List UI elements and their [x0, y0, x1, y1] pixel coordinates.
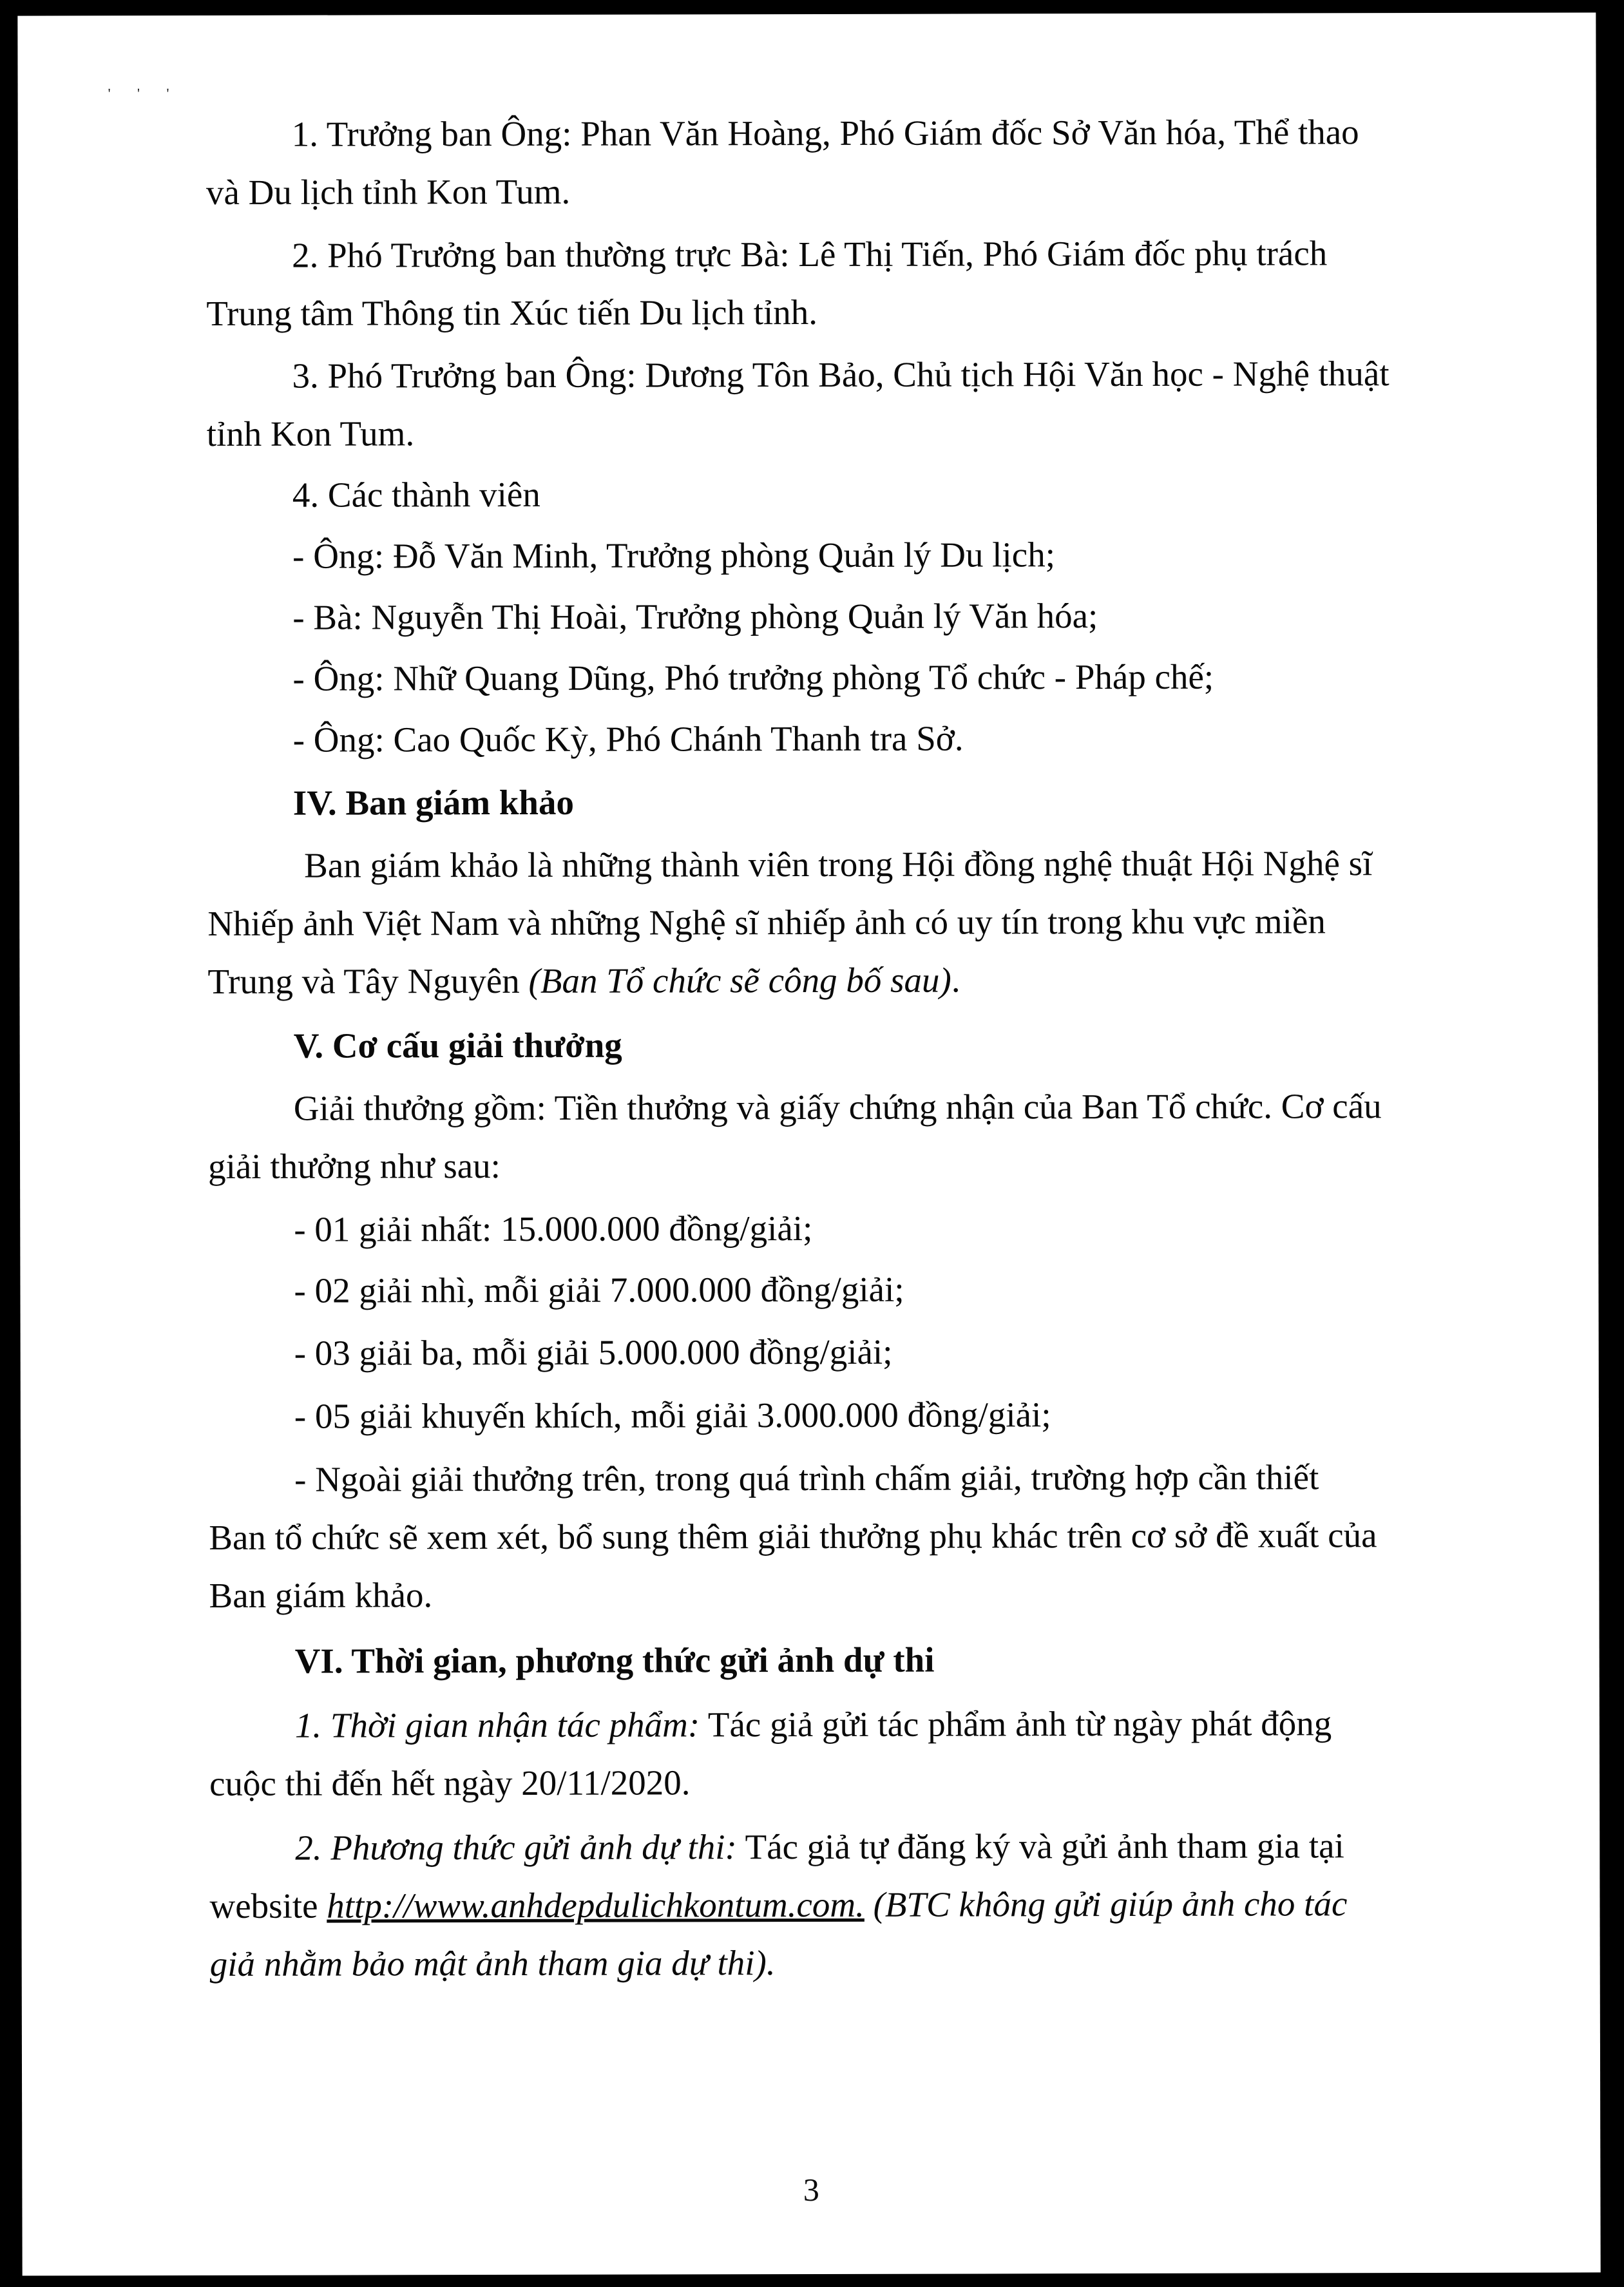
member-item: - Ông: Đỗ Văn Minh, Trưởng phòng Quản lý Du lịch;	[292, 535, 1056, 576]
section-6-item-1-line-1	[295, 1694, 1332, 1754]
document-body	[205, 13, 1484, 1984]
committee-item-3-line-2: tỉnh Kon Tum.	[206, 414, 415, 454]
section-6-item-2-line-3: giả nhằm bảo mật ảnh tham gia dự thi).	[209, 1943, 776, 1984]
prize-item: - 03 giải ba, mỗi giải 5.000.000 đồng/giải;	[294, 1332, 893, 1373]
section-6-item-2-label: 2. Phương thức gửi ảnh dự thi:	[295, 1827, 737, 1868]
member-item: - Bà: Nguyễn Thị Hoài, Trưởng phòng Quản lý Văn hóa;	[292, 596, 1098, 637]
section-6-item-1-line-2: cuộc thi đến hết ngày 20/11/2020.	[209, 1763, 691, 1803]
scan-marks: ' ' '	[108, 85, 181, 102]
member-item: - Ông: Nhữ Quang Dũng, Phó trưởng phòng Tổ chức - Pháp chế;	[292, 656, 1214, 698]
committee-item-2-line-1: 2. Phó Trưởng ban thường trực Bà: Lê Thị Tiến, Phó Giám đốc phụ trách	[292, 233, 1328, 275]
committee-item-2-line-2: Trung tâm Thông tin Xúc tiến Du lịch tỉnh.	[206, 292, 818, 333]
committee-item-1-line-1: 1. Trưởng ban Ông: Phan Văn Hoàng, Phó Giám đốc Sở Văn hóa, Thể thao	[291, 112, 1359, 154]
section-5-intro-line-1: Giải thưởng gồm: Tiền thưởng và giấy chứng nhận của Ban Tổ chức. Cơ cấu	[293, 1086, 1382, 1128]
website-link[interactable]: http://www.anhdepdulichkontum.com.	[327, 1884, 865, 1926]
section-4-note: (Ban Tổ chức sẽ công bố sau)	[528, 960, 951, 1000]
member-item: - Ông: Cao Quốc Kỳ, Phó Chánh Thanh tra Sở.	[292, 718, 964, 760]
committee-item-3-line-1: 3. Phó Trưởng ban Ông: Dương Tôn Bảo, Chủ tịch Hội Văn học - Nghệ thuật	[292, 354, 1390, 396]
section-4-line-3	[207, 952, 960, 1011]
section-4-line-3-end: .	[951, 960, 960, 1000]
prize-item: - 05 giải khuyến khích, mỗi giải 3.000.000 đồng/giải;	[294, 1395, 1051, 1436]
committee-item-4-title: 4. Các thành viên	[292, 474, 540, 515]
section-5-extra-line-1: - Ngoài giải thưởng trên, trong quá trình chấm giải, trường hợp cần thiết	[294, 1457, 1319, 1499]
section-4-heading: IV. Ban giám khảo	[292, 782, 575, 823]
website-note: (BTC không gửi giúp ảnh cho tác	[864, 1884, 1348, 1924]
section-4-line-2: Nhiếp ảnh Việt Nam và những Nghệ sĩ nhiếp ảnh có uy tín trong khu vực miền	[207, 901, 1326, 943]
section-5-extra-line-3: Ban giám khảo.	[209, 1575, 433, 1615]
section-4-line-1: Ban giám khảo là những thành viên trong Hội đồng nghệ thuật Hội Nghệ sĩ	[304, 843, 1373, 885]
prize-item: - 02 giải nhì, mỗi giải 7.000.000 đồng/giải;	[294, 1269, 904, 1310]
section-6-item-2-line-2	[209, 1875, 1347, 1935]
section-6-item-2-text: Tác giả tự đăng ký và gửi ảnh tham gia tại	[736, 1826, 1344, 1867]
section-6-item-1-text: Tác giả gửi tác phẩm ảnh từ ngày phát động	[700, 1703, 1332, 1745]
prize-item: - 01 giải nhất: 15.000.000 đồng/giải;	[294, 1208, 813, 1249]
page-number: 3	[803, 2171, 819, 2208]
website-prefix: website	[209, 1886, 327, 1926]
section-6-item-1-label: 1. Thời gian nhận tác phẩm:	[294, 1705, 700, 1745]
scanned-page	[17, 12, 1600, 2275]
section-4-line-3-text: Trung và Tây Nguyên	[207, 961, 529, 1001]
section-5-extra-line-2: Ban tổ chức sẽ xem xét, bổ sung thêm giải thưởng phụ khác trên cơ sở đề xuất của	[209, 1515, 1377, 1557]
section-5-heading: V. Cơ cấu giải thưởng	[293, 1025, 622, 1066]
committee-item-1-line-2: và Du lịch tỉnh Kon Tum.	[205, 171, 571, 212]
section-6-heading: VI. Thời gian, phương thức gửi ảnh dự thi	[294, 1640, 935, 1681]
section-5-intro-line-2: giải thưởng như sau:	[208, 1146, 501, 1186]
section-6-item-2-line-1	[295, 1817, 1344, 1877]
